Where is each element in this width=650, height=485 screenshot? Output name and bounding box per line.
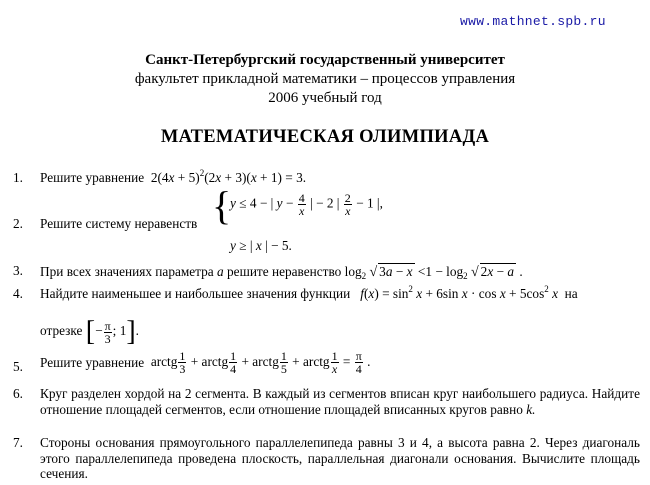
problem-4-text: Найдите наименьшее и наибольшее значения функции	[40, 286, 351, 301]
academic-year: 2006 учебный год	[268, 90, 382, 106]
faculty-name: факультет прикладной математики – процессов управления	[134, 71, 516, 87]
problem-5-number: 5.	[13, 359, 23, 374]
problem-5	[40, 350, 640, 375]
problem-1-text: Решите уравнение	[40, 170, 145, 185]
problem-2-line1: y ≤ 4 − | y − $\frac{4}{x}$ | − 2 | $\frac{2}{x}$ − 1 |,	[230, 191, 383, 218]
problem-1	[40, 170, 640, 186]
site-url[interactable]: www.mathnet.spb.ru	[460, 14, 606, 29]
problem-3-text: При всех значениях параметра	[40, 264, 214, 279]
problem-5-text: Решите уравнение	[40, 354, 145, 370]
problem-4-interval-line: отрезке [− $\frac{\pi}{3}$ ; 1].	[40, 316, 139, 347]
problem-7-number: 7.	[13, 435, 23, 450]
problem-4-formula: $f(x) = \sin^2 x + 6\sin$ $x \cdot \cos x + 5\cos^2$ x	[360, 284, 558, 301]
problem-3-formula: $\log_2$ √ $3a - x <1 - \log_2$ √ 2x − a .	[344, 264, 523, 281]
problem-6-text: Круг разделен хордой на 2 сегмента. В каждый из сегментов вписан круг наибольшего радиуса. Найдите отношение площадей сегментов, если отношение площадей вписанных кругов равно	[40, 386, 640, 417]
page-title: МАТЕМАТИЧЕСКАЯ ОЛИМПИАДА	[160, 127, 490, 147]
problem-3-text2: решите неравенство	[227, 264, 342, 279]
problem-5-formula: arctg $\frac{1}{3}$ + arctg $\frac{1}{4}$ + arctg $\frac{1}{5}$ + arctg $\frac{1}{x}$ = $\frac{\pi}{4}$ .	[150, 349, 371, 376]
problem-4-number: 4.	[13, 286, 23, 301]
problem-4-text3: отрезке	[40, 323, 83, 339]
problem-6-number: 6.	[13, 386, 23, 401]
problem-3	[40, 263, 640, 281]
problem-2-line2: y ≥ | x | − 5.	[230, 238, 292, 253]
problem-4	[40, 286, 640, 302]
problem-7-text: Стороны основания прямоугольного параллелепипеда равны 3 и 4, а высота равна 2. Через диагональ этого параллелепипеда проведена плоскость, параллельная диагонали основания. Вычислите площадь сечения.	[40, 435, 640, 481]
problem-1-number: 1.	[13, 170, 23, 185]
problem-6-param: k.	[526, 401, 536, 417]
problem-3-number: 3.	[13, 263, 23, 278]
problem-2-text: Решите систему неравенств	[40, 216, 198, 231]
problem-6	[40, 386, 640, 417]
problem-4-text2: на	[564, 286, 578, 301]
system-brace: {	[212, 183, 232, 228]
problem-3-param: a	[217, 264, 224, 279]
university-name: Санкт-Петербургский государственный университет	[145, 52, 505, 68]
problem-1-formula: $2(4x + 5)^2(2x + 3)(x + 1) = 3$.	[150, 168, 307, 185]
problem-2-number: 2.	[13, 216, 23, 231]
